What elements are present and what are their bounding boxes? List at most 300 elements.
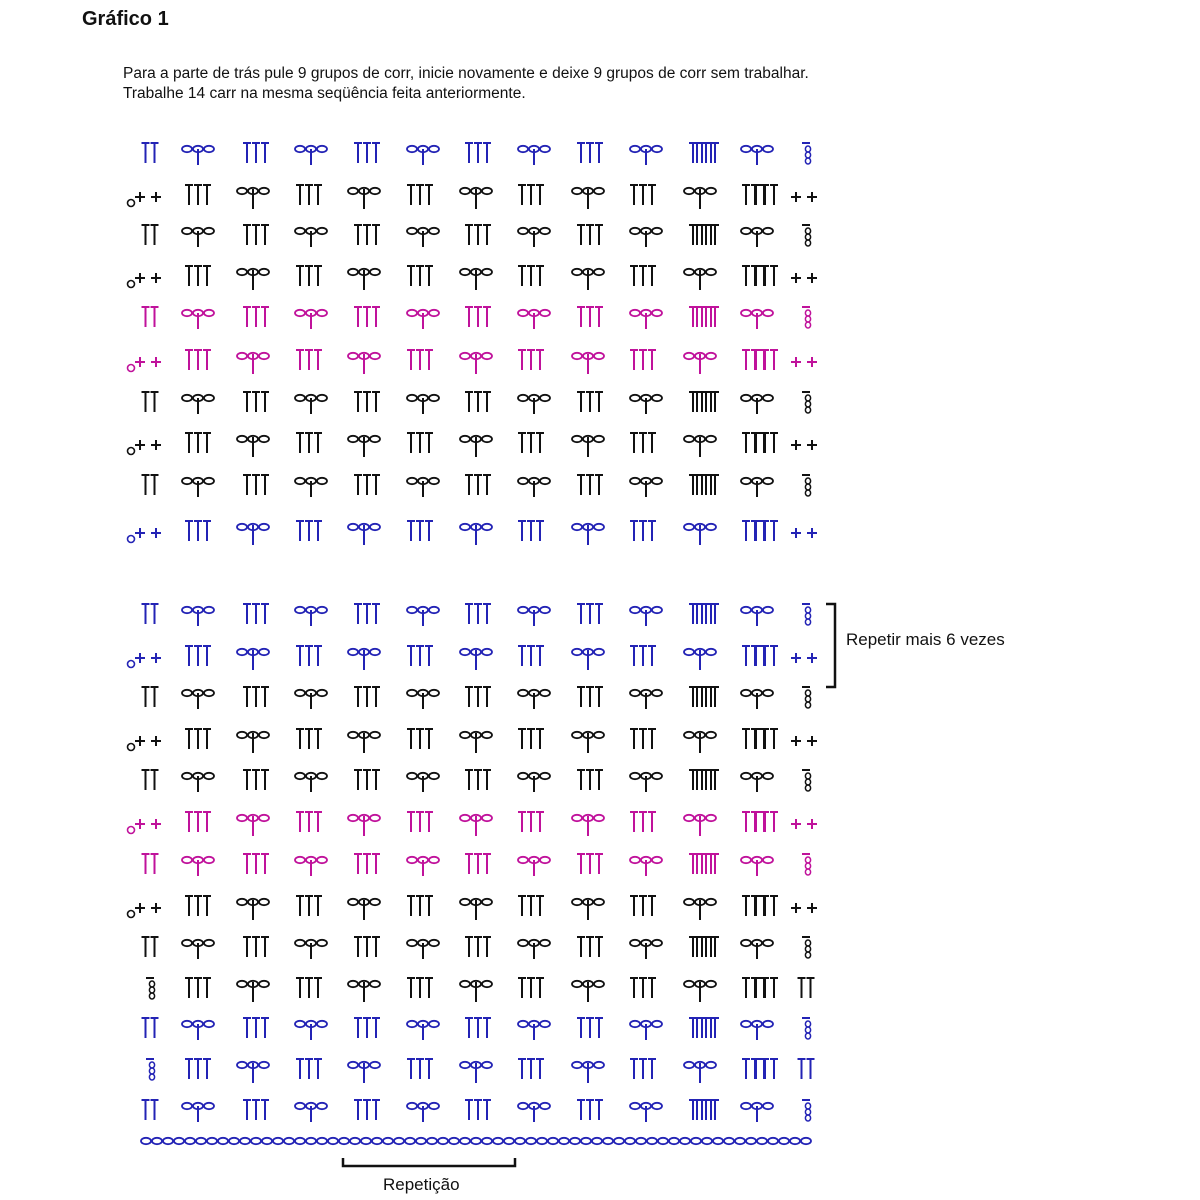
chain-stitch	[630, 478, 640, 484]
chain-stitch	[482, 188, 492, 194]
chain-stitch	[630, 310, 640, 316]
chain-stitch	[594, 1062, 604, 1068]
chain-stitch	[482, 981, 492, 987]
chain-stitch	[182, 395, 192, 401]
chain-stitch	[370, 1062, 380, 1068]
chain-stitch	[518, 1103, 528, 1109]
chain-stitch	[594, 899, 604, 905]
chain-stitch	[518, 478, 528, 484]
chain-stitch	[652, 607, 662, 613]
chain-stitch	[652, 478, 662, 484]
chain-stitch	[652, 940, 662, 946]
chain-stitch	[407, 773, 417, 779]
chain-stitch	[630, 228, 640, 234]
chain-stitch	[706, 436, 716, 442]
chain-stitch	[429, 857, 439, 863]
chain-stitch	[317, 1138, 327, 1144]
chain-stitch	[317, 857, 327, 863]
chain-stitch	[348, 649, 358, 655]
chain-stitch	[652, 1021, 662, 1027]
chain-stitch	[741, 607, 751, 613]
turn-chain	[805, 240, 810, 246]
stitch-row	[142, 1100, 811, 1122]
chain-stitch	[652, 310, 662, 316]
chain-stitch	[407, 1021, 417, 1027]
chain-stitch	[237, 188, 247, 194]
chain-stitch	[460, 899, 470, 905]
chain-stitch	[763, 773, 773, 779]
chain-stitch	[348, 815, 358, 821]
chain-stitch	[262, 1138, 272, 1144]
chain-stitch	[370, 269, 380, 275]
turn-chain	[805, 316, 810, 322]
chain-stitch	[779, 1138, 789, 1144]
chain-stitch	[684, 188, 694, 194]
turn-chain	[149, 1062, 154, 1068]
chain-stitch	[429, 1103, 439, 1109]
chain-stitch	[763, 1021, 773, 1027]
chain-stitch	[237, 981, 247, 987]
chain-stitch	[594, 269, 604, 275]
chain-stitch	[317, 228, 327, 234]
chain-stitch	[630, 1021, 640, 1027]
chain-stitch	[572, 524, 582, 530]
turn-chain	[805, 228, 810, 234]
turn-chain	[805, 322, 810, 328]
chain-stitch	[259, 353, 269, 359]
chain-stitch	[237, 732, 247, 738]
chain-stitch	[204, 940, 214, 946]
chain-stitch	[570, 1138, 580, 1144]
chain-stitch	[405, 1138, 415, 1144]
chain-stitch	[317, 310, 327, 316]
chain-stitch	[372, 1138, 382, 1144]
chain-stitch	[684, 524, 694, 530]
chain-stitch	[630, 857, 640, 863]
chain-stitch	[295, 228, 305, 234]
chain-stitch	[141, 1138, 151, 1144]
turn-chain	[805, 940, 810, 946]
chain-stitch	[259, 815, 269, 821]
chain-stitch	[572, 649, 582, 655]
chain-stitch	[295, 773, 305, 779]
instruction-line-1: Para a parte de trás pule 9 grupos de corr, inicie novamente e deixe 9 grupos de corr sem trabalhar.	[123, 65, 809, 82]
chain-stitch	[407, 607, 417, 613]
slip-stitch	[128, 661, 135, 668]
chain-stitch	[348, 899, 358, 905]
chain-stitch	[482, 269, 492, 275]
chain-stitch	[706, 815, 716, 821]
chain-stitch	[317, 1021, 327, 1027]
chain-stitch	[741, 857, 751, 863]
chain-stitch	[259, 899, 269, 905]
stitch-row	[142, 475, 811, 497]
slip-stitch	[128, 200, 135, 207]
chain-stitch	[317, 940, 327, 946]
chain-stitch	[460, 524, 470, 530]
turn-chain	[805, 863, 810, 869]
chain-stitch	[429, 607, 439, 613]
stitch-row	[128, 433, 818, 457]
turn-chain	[805, 234, 810, 240]
chain-stitch	[306, 1138, 316, 1144]
chain-stitch	[559, 1138, 569, 1144]
chain-stitch	[348, 269, 358, 275]
chain-stitch	[182, 478, 192, 484]
stitch-row	[142, 1018, 811, 1040]
chain-stitch	[348, 188, 358, 194]
chain-stitch	[482, 436, 492, 442]
turn-chain	[805, 857, 810, 863]
chain-stitch	[594, 815, 604, 821]
chain-stitch	[328, 1138, 338, 1144]
chain-stitch	[763, 1103, 773, 1109]
chain-stitch	[237, 353, 247, 359]
stitch-row	[142, 307, 811, 329]
chain-stitch	[518, 1021, 528, 1027]
chain-stitch	[237, 269, 247, 275]
chain-stitch	[572, 436, 582, 442]
chain-stitch	[594, 188, 604, 194]
chain-stitch	[317, 607, 327, 613]
chain-stitch	[652, 857, 662, 863]
chain-stitch	[449, 1138, 459, 1144]
stitch-row	[142, 225, 811, 247]
chain-stitch	[295, 1021, 305, 1027]
chain-stitch	[273, 1138, 283, 1144]
chain-stitch	[407, 395, 417, 401]
turn-chain	[805, 478, 810, 484]
chain-stitch	[204, 478, 214, 484]
chain-stitch	[763, 478, 773, 484]
chain-stitch	[763, 607, 773, 613]
chain-stitch	[741, 1103, 751, 1109]
chain-stitch	[763, 690, 773, 696]
chain-stitch	[259, 732, 269, 738]
slip-stitch	[128, 827, 135, 834]
stitch-row	[142, 770, 811, 792]
chain-stitch	[438, 1138, 448, 1144]
chain-stitch	[518, 857, 528, 863]
chain-stitch	[237, 1062, 247, 1068]
chain-stitch	[348, 436, 358, 442]
chain-stitch	[540, 1103, 550, 1109]
stitch-row	[128, 350, 818, 374]
chain-stitch	[537, 1138, 547, 1144]
chain-stitch	[204, 1021, 214, 1027]
chain-stitch	[407, 940, 417, 946]
chain-stitch	[182, 146, 192, 152]
chain-stitch	[370, 524, 380, 530]
repetition-bracket	[343, 1158, 515, 1166]
repeat-more-label: Repetir mais 6 vezes	[846, 630, 1005, 649]
chain-stitch	[237, 524, 247, 530]
chain-stitch	[471, 1138, 481, 1144]
chain-stitch	[603, 1138, 613, 1144]
stitch-row	[128, 521, 818, 545]
chain-stitch	[763, 310, 773, 316]
chain-stitch	[350, 1138, 360, 1144]
chain-stitch	[684, 815, 694, 821]
chain-stitch	[684, 436, 694, 442]
chain-stitch	[407, 310, 417, 316]
chain-stitch	[295, 857, 305, 863]
chain-stitch	[614, 1138, 624, 1144]
slip-stitch	[128, 448, 135, 455]
chain-stitch	[630, 690, 640, 696]
chain-stitch	[652, 773, 662, 779]
chain-stitch	[540, 773, 550, 779]
chain-stitch	[429, 773, 439, 779]
chain-stitch	[746, 1138, 756, 1144]
chain-stitch	[152, 1138, 162, 1144]
stitch-row	[128, 896, 818, 920]
chain-stitch	[724, 1138, 734, 1144]
chain-stitch	[572, 981, 582, 987]
chain-stitch	[702, 1138, 712, 1144]
slip-stitch	[128, 911, 135, 918]
chain-stitch	[482, 353, 492, 359]
slip-stitch	[128, 536, 135, 543]
chain-stitch	[630, 607, 640, 613]
slip-stitch	[128, 744, 135, 751]
chain-stitch	[229, 1138, 239, 1144]
chain-stitch	[429, 228, 439, 234]
turn-chain	[805, 490, 810, 496]
chain-stitch	[684, 353, 694, 359]
chain-stitch	[317, 690, 327, 696]
chain-stitch	[317, 146, 327, 152]
chain-stitch	[259, 524, 269, 530]
chain-stitch	[204, 228, 214, 234]
stitch-row	[142, 143, 811, 165]
chain-stitch	[348, 1062, 358, 1068]
chain-stitch	[370, 353, 380, 359]
chain-stitch	[763, 395, 773, 401]
chain-stitch	[572, 269, 582, 275]
stitch-row	[146, 1059, 815, 1083]
chain-stitch	[706, 188, 716, 194]
chain-stitch	[348, 981, 358, 987]
chain-stitch	[295, 395, 305, 401]
chain-stitch	[572, 899, 582, 905]
chain-stitch	[482, 732, 492, 738]
stitch-row	[142, 392, 811, 414]
chain-stitch	[429, 395, 439, 401]
turn-chain	[805, 779, 810, 785]
chain-stitch	[407, 228, 417, 234]
chain-stitch	[768, 1138, 778, 1144]
chain-stitch	[370, 899, 380, 905]
chain-stitch	[630, 395, 640, 401]
chain-stitch	[706, 732, 716, 738]
chain-stitch	[460, 981, 470, 987]
chain-stitch	[741, 940, 751, 946]
stitch-row	[141, 1138, 811, 1144]
stitch-row	[142, 854, 811, 876]
chain-stitch	[204, 773, 214, 779]
chain-stitch	[713, 1138, 723, 1144]
stitch-row	[128, 646, 818, 670]
turn-chain	[805, 696, 810, 702]
chain-stitch	[348, 524, 358, 530]
chain-stitch	[394, 1138, 404, 1144]
chain-stitch	[684, 1062, 694, 1068]
chain-stitch	[182, 1021, 192, 1027]
chain-stitch	[284, 1138, 294, 1144]
chain-stitch	[669, 1138, 679, 1144]
chain-stitch	[429, 478, 439, 484]
chain-stitch	[658, 1138, 668, 1144]
chain-stitch	[763, 228, 773, 234]
turn-chain	[149, 993, 154, 999]
chain-stitch	[460, 188, 470, 194]
turn-chain	[149, 1068, 154, 1074]
chain-stitch	[652, 395, 662, 401]
chain-stitch	[295, 1103, 305, 1109]
chain-stitch	[684, 899, 694, 905]
chain-stitch	[259, 649, 269, 655]
chain-stitch	[370, 981, 380, 987]
chain-stitch	[706, 649, 716, 655]
chain-stitch	[594, 524, 604, 530]
chain-stitch	[182, 1103, 192, 1109]
chain-stitch	[429, 690, 439, 696]
turn-chain	[805, 1027, 810, 1033]
chain-stitch	[684, 981, 694, 987]
turn-chain	[805, 1109, 810, 1115]
chain-stitch	[204, 146, 214, 152]
stitch-row	[142, 937, 811, 959]
chain-stitch	[407, 857, 417, 863]
repeat-bracket	[826, 604, 835, 687]
turn-chain	[805, 607, 810, 613]
chain-stitch	[630, 1103, 640, 1109]
chain-stitch	[370, 732, 380, 738]
chain-stitch	[407, 1103, 417, 1109]
chain-stitch	[482, 649, 492, 655]
chain-stitch	[572, 815, 582, 821]
chain-stitch	[790, 1138, 800, 1144]
turn-chain	[805, 158, 810, 164]
chart-title: Gráfico 1	[82, 8, 169, 30]
chain-stitch	[706, 524, 716, 530]
chain-stitch	[204, 690, 214, 696]
chain-stitch	[540, 690, 550, 696]
slip-stitch	[128, 365, 135, 372]
chain-stitch	[741, 690, 751, 696]
turn-chain	[805, 702, 810, 708]
chain-stitch	[594, 981, 604, 987]
chain-stitch	[630, 146, 640, 152]
stitch-row	[128, 185, 818, 209]
chain-stitch	[515, 1138, 525, 1144]
chain-stitch	[482, 899, 492, 905]
chain-stitch	[518, 395, 528, 401]
stitch-row	[128, 812, 818, 836]
chain-stitch	[163, 1138, 173, 1144]
chain-stitch	[518, 310, 528, 316]
chain-stitch	[625, 1138, 635, 1144]
chain-stitch	[518, 940, 528, 946]
turn-chain	[805, 690, 810, 696]
chain-stitch	[572, 188, 582, 194]
chain-stitch	[706, 1062, 716, 1068]
turn-chain	[805, 785, 810, 791]
chain-stitch	[594, 649, 604, 655]
stitch-row	[142, 687, 811, 709]
chain-stitch	[295, 940, 305, 946]
turn-chain	[805, 310, 810, 316]
turn-chain	[805, 484, 810, 490]
chain-stitch	[204, 1103, 214, 1109]
chain-stitch	[482, 1062, 492, 1068]
chain-stitch	[295, 146, 305, 152]
turn-chain	[149, 1074, 154, 1080]
chain-stitch	[741, 395, 751, 401]
chain-stitch	[540, 857, 550, 863]
chain-stitch	[204, 395, 214, 401]
chain-stitch	[196, 1138, 206, 1144]
chain-stitch	[429, 1021, 439, 1027]
chain-stitch	[763, 857, 773, 863]
chain-stitch	[581, 1138, 591, 1144]
chain-stitch	[504, 1138, 514, 1144]
instruction-line-2: Trabalhe 14 carr na mesma seqüência feita anteriormente.	[123, 85, 526, 102]
stitch-row	[142, 604, 811, 626]
chain-stitch	[592, 1138, 602, 1144]
chain-stitch	[259, 1062, 269, 1068]
chain-stitch	[182, 310, 192, 316]
turn-chain	[805, 869, 810, 875]
chain-stitch	[684, 269, 694, 275]
chain-stitch	[741, 310, 751, 316]
chain-stitch	[237, 649, 247, 655]
stitch-row	[128, 729, 818, 753]
chain-stitch	[526, 1138, 536, 1144]
chain-stitch	[680, 1138, 690, 1144]
turn-chain	[149, 981, 154, 987]
turn-chain	[805, 946, 810, 952]
chain-stitch	[429, 146, 439, 152]
chain-stitch	[684, 649, 694, 655]
chain-stitch	[237, 899, 247, 905]
chain-stitch	[691, 1138, 701, 1144]
repeat-unit-label: Repetição	[383, 1175, 460, 1194]
chain-stitch	[259, 436, 269, 442]
chain-stitch	[763, 940, 773, 946]
turn-chain	[805, 1021, 810, 1027]
chain-stitch	[706, 981, 716, 987]
chain-stitch	[182, 607, 192, 613]
chain-stitch	[741, 1021, 751, 1027]
chain-stitch	[348, 353, 358, 359]
chain-stitch	[518, 146, 528, 152]
chain-stitch	[540, 310, 550, 316]
chain-stitch	[482, 815, 492, 821]
chain-stitch	[594, 732, 604, 738]
chain-stitch	[383, 1138, 393, 1144]
chain-stitch	[540, 478, 550, 484]
chain-stitch	[652, 1103, 662, 1109]
turn-chain	[149, 987, 154, 993]
chain-stitch	[741, 478, 751, 484]
chain-stitch	[416, 1138, 426, 1144]
turn-chain	[805, 1033, 810, 1039]
chain-stitch	[370, 649, 380, 655]
chain-stitch	[594, 353, 604, 359]
chain-stitch	[182, 690, 192, 696]
